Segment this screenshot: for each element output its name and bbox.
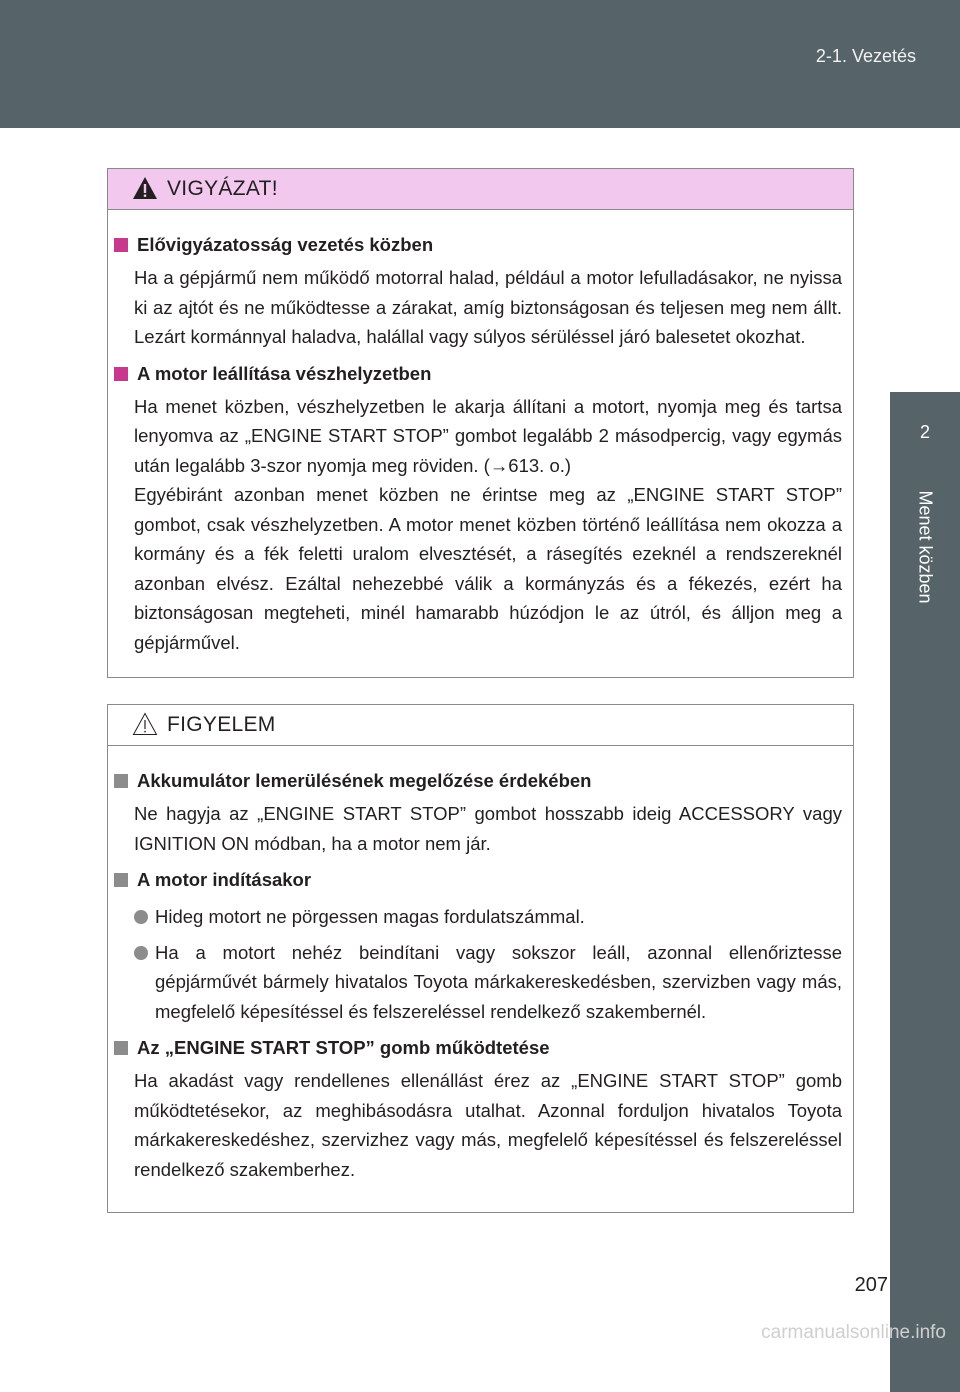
square-bullet-icon: [114, 367, 128, 381]
notice-header: [108, 705, 853, 746]
section-heading: Elővigyázatosság vezetés közben: [108, 229, 853, 261]
section-heading: A motor indításakor: [108, 864, 853, 896]
side-tab-number[interactable]: [890, 392, 960, 462]
warning-title: VIGYÁZAT!: [167, 177, 278, 200]
notice-box: [107, 704, 854, 1213]
paragraph: Ne hagyja az „ENGINE START STOP” gombot hosszabb ideig ACCESSORY vagy IGNITION ON módban, ha a motor nem jár.: [134, 803, 842, 854]
notice-title: FIGYELEM: [167, 713, 276, 736]
paragraph: Ha a gépjármű nem működő motorral halad, például a motor lefulladásakor, ne nyissa ki az ajtót és ne működtesse a zárakat, amíg biztonságosan és teljesen meg nem állt. Lezárt kormánnyal haladva, halállal vagy súlyos sérüléssel járó balesetet okozhat.: [134, 267, 842, 347]
warning-triangle-icon: [132, 175, 158, 201]
square-bullet-icon: [114, 238, 128, 252]
paragraph: Ha akadást vagy rendellenes ellenállást érez az „ENGINE START STOP” gomb működtetésekor, az meghibásodásra utalhat. Azonnal forduljon hivatalos Toyota márkakereskedéshez, szervizhez vagy más, megfelelő képesítéssel és felszereléssel rendelkező szakemberhez.: [134, 1070, 842, 1180]
side-tab-label-text: Menet közben: [915, 490, 936, 604]
section-heading: A motor leállítása vészhelyzetben: [108, 358, 853, 390]
section-heading: Akkumulátor lemerülésének megelőzése érdekében: [108, 765, 853, 797]
square-bullet-icon: [114, 873, 128, 887]
square-bullet-icon: [114, 1041, 128, 1055]
section-heading: Az „ENGINE START STOP” gomb működtetése: [108, 1032, 853, 1064]
page-number: 207: [854, 1274, 888, 1296]
warning-box: [107, 168, 854, 678]
section-title: 2-1. Vezetés: [815, 46, 916, 66]
caution-triangle-icon: [132, 711, 158, 737]
round-bullet-icon: [134, 910, 148, 924]
round-bullet-icon: [134, 946, 148, 960]
list-item: Ha a motort nehéz beindítani vagy sokszor leáll, azonnal ellenőriztesse gépjárművét bármely hivatalos Toyota márkakereskedésben, szervizben vagy más, megfelelő képesítéssel és felszereléssel rendelkező szakembernél.: [155, 938, 842, 1027]
side-tab-label[interactable]: [890, 462, 960, 1392]
side-tab-number-text: 2: [919, 422, 930, 442]
warning-header: [108, 169, 853, 210]
paragraph: Egyébiránt azonban menet közben ne érintse meg az „ENGINE START STOP” gombot, csak vészhelyzetben. A motor menet közben történő leállítása nem okozza a kormány és a fék feletti uralom elvesztését, a rásegítés ezeknél a rendszereknél azonban elvész. Ezáltal nehezebbé válik a kormányzás és a fékezés, ezért ha biztonságosan megteheti, minél hamarabb húzódjon le az útról, és álljon meg a gépjárművel.: [134, 484, 842, 653]
list-item: Hideg motort ne pörgessen magas fordulatszámmal.: [155, 902, 842, 932]
watermark: carmanualsonline.info: [761, 1322, 946, 1343]
paragraph: Ha menet közben, vészhelyzetben le akarja állítani a motort, nyomja meg és tartsa lenyomva az „ENGINE START STOP” gombot legalább 2 másodpercig, vagy egymás után legalább 3-szor nyomja meg röviden. (→613. o.): [134, 395, 842, 476]
square-bullet-icon: [114, 774, 128, 788]
